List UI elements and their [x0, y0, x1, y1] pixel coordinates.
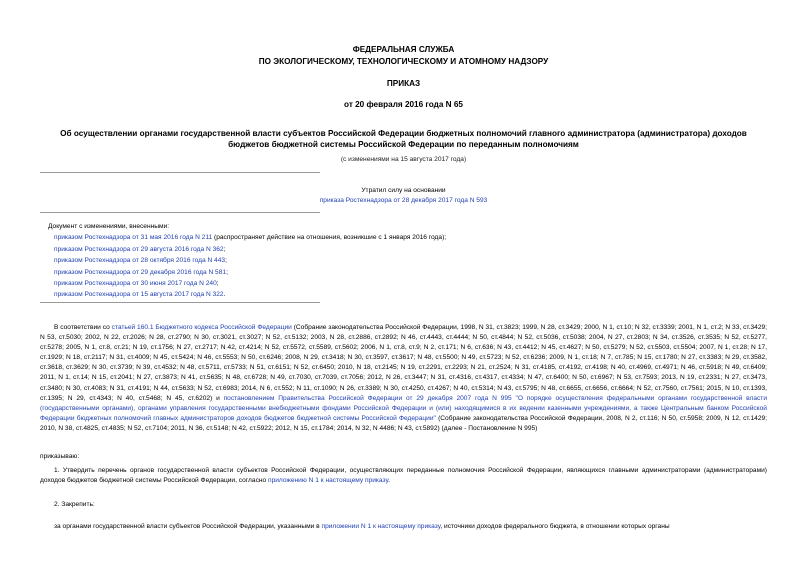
change-tail: ; [216, 280, 219, 288]
list-item [48, 278, 748, 289]
change-tail: ; [226, 268, 228, 276]
lapse-link[interactable]: приказа Ростехнадзора от 28 декабря 2017 года N 593 [319, 197, 488, 204]
paragraph-item-2-text: за органами государственной власти субъектов Российской Федерации, указанными в приложении N 1 к настоящему приказу, источники доходов федерального бюджета, в отношении которых органы [54, 523, 670, 530]
changes-note: (с изменениями на 15 августа 2017 года) [340, 156, 467, 163]
list-item [48, 289, 748, 300]
agency-name-line2: ПО ЭКОЛОГИЧЕСКОМУ, ТЕХНОЛОГИЧЕСКОМУ И АТОМНОМУ НАДЗОРУ [258, 56, 549, 66]
list-item [48, 267, 748, 278]
appendix-1-link-2[interactable]: приложении N 1 к настоящему приказу [321, 523, 441, 530]
change-link[interactable]: приказом Ростехнадзора от 15 августа 2017 года N 322 [54, 291, 224, 299]
change-tail: . [223, 291, 226, 299]
change-link[interactable]: приказом Ростехнадзора от 31 мая 2016 года N 211 [54, 234, 213, 242]
paragraph-item-2: 2. Закрепить: [54, 501, 95, 508]
change-link[interactable]: приказом Ростехнадзора от 30 июня 2017 года N 240 [54, 280, 217, 288]
paragraph-item-1: 1. Утвердить перечень органов государственной власти субъектов Российской Федерации, осуществляющих переданные полномочия Российской Федерации, являющихся главными администраторами (администраторами) доходов бюджетов бюджетной системы Российской Федерации, согласно приложению N 1 к настоящему приказу. [40, 467, 767, 485]
appendix-1-link[interactable]: приложению N 1 к настоящему приказу [268, 477, 389, 485]
list-item [48, 244, 748, 255]
change-tail: ; [223, 245, 226, 253]
divider-bottom [40, 302, 320, 303]
document-changes-list [48, 221, 748, 301]
document-changes-heading: Документ с изменениями, внесенными: [48, 223, 170, 230]
agency-name-line1: ФЕДЕРАЛЬНАЯ СЛУЖБА [352, 45, 455, 54]
list-item [48, 255, 748, 266]
order-word: приказываю: [40, 453, 80, 460]
change-tail: ; [225, 257, 227, 265]
change-link[interactable]: приказом Ростехнадзора от 28 октября 2016 года N 443 [54, 257, 226, 265]
divider-top [40, 172, 320, 173]
paragraph-basis: В соответствии со статьей 160.1 Бюджетного кодекса Российской Федерации (Собрание законодательства Российской Федерации, 1998, N 31, ст.3823; 1999, N 28, ст.3429; 2000, N 1, ст.10; N 32, ст.3339; 2001, N 1, ст.2; N 33, ст.3429; N 53, ст.5030; 2002, N 22, ст.2026; N 28, ст.2790; N 30, ст.3021, ст.3027; N 52, ст.5132; 2003, N 28, ст.2886, ст.2892; N 46, ст.4443, ст.4444; N 50, ст.4844; N 52, ст.5036, ст.5038; 2004, N 27, ст.2803; N 34, ст.3526, ст.3535; N 52, ст.5277, ст.5278; 2005, N 1, ст.8, ст.21; N 19, ст.1756; N 27, ст.2717; N 42, ст.4214; N 52, ст.5572, ст.5589, ст.5602; 2006, N 1, ст.8, ст.9; N 2, ст.171; N 6, ст.636; N 43, ст.4412; N 45, ст.4627; N 50, ст.5279; N 52, ст.5503, ст.5504; 2007, N 1, ст.28; N 17, ст.1929; N 18, ст.2117; N 31, ст.4009; N 45, ст.5424; N 46, ст.5553; N 50, ст.6246; 2008, N 29, ст.3418; N 30, ст.3597, ст.3617; N 48, ст.5500; N 49, ст.5723; N 52, ст.6236; 2009, N 1, ст.18; N 7, ст.785; N 15, ст.1780; N 27, ст.3383; N 29, ст.3582, ст.3618, ст.3629; N 30, ст.3739; N 39, ст.4532; N 48, ст.5711, ст.5733; N 51, ст.6151; N 52, ст.6450; 2010, N 18, ст.2145; N 19, ст.2291, ст.2293; N 21, ст.2524; N 31, ст.4185, ст.4192, ст.4198; N 40, ст.4969, ст.4971; N 46, ст.5918; N 49, ст.6409; 2011, N 1, ст.14; N 15, ст.2041; N 27, ст.3873; N 41, ст.5635; N 48, ст.6728; N 49, ст.7030, ст.7039, ст.7056; 2012, N 26, ст.3447; N 31, ст.4316, ст.4317, ст.4334; N 47, ст.6400; N 50, ст.6967; N 53, ст.7593; 2013, N 19, ст.2331; N 27, ст.3473, ст.3480; N 30, ст.4083; N 31, ст.4191; N 44, ст.5633; N 52, ст.6983; 2014, N 6, ст.552; N 11, ст.1090; N 26, ст.3389; N 30, ст.4250, ст.4267; N 40, ст.5314; N 43, ст.5795; N 48, ст.6655, ст.6656, ст.6664; N 52, ст.7560, ст.7561; 2015, N 10, ст.1393, ст.1395; N 29, ст.4343; N 40, ст.5468; N 45, ст.6202) и постановлением Правительства Российской Федерации от 29 декабря 2007 года N 995 "О порядке осуществления федеральными органами государственной власти (государственными органами), органами управления государственными внебюджетными фондами Российской Федерации и (или) находящимися в их ведении казенными учреждениями, а также Центральным банком Российской Федерации бюджетных полномочий главных администраторов доходов бюджетов бюджетной системы Российской Федерации" (Собрание законодательства Российской Федерации, 2008, N 2, ст.116; N 50, ст.5958; 2009, N 12, ст.1429; 2010, N 38, ст.4825, ст.4835; N 52, ст.7104; 2011, N 36, ст.5148; N 42, ст.5922; 2012, N 15, ст.1784; 2014, N 32, N 4486; N 43, ст.5892) (далее - Постановление N 995) [40, 324, 768, 432]
change-tail: (распространяет действие на отношения, возникшие с 1 января 2016 года); [212, 234, 447, 242]
change-link[interactable]: приказом Ростехнадзора от 29 августа 2016 года N 362 [54, 245, 224, 253]
document-title: Об осуществлении органами государственной власти субъектов Российской Федерации бюджетных полномочий главного администратора (администратора) доходов бюджетов бюджетной системы Российской Федерации по переданным полномочиям [60, 129, 747, 149]
lapse-text: Утратил силу на основании [361, 187, 446, 194]
change-link[interactable]: приказом Ростехнадзора от 29 декабря 2016 года N 581 [54, 268, 227, 276]
lapse-notice [150, 186, 657, 206]
list-item [48, 232, 748, 243]
document-type: ПРИКАЗ [386, 79, 421, 88]
divider-middle [40, 212, 320, 213]
resolution-995-link[interactable]: постановлением Правительства Российской Федерации от 29 декабря 2007 года N 995 "О порядке осуществления федеральными органами государственной власти (государственными органами), органами управления государственными внебюджетными фондами Российской Федерации и (или) находящимися в их ведении казенными учреждениями, а также Центральным банком Российской Федерации бюджетных полномочий главных администраторов доходов бюджетов бюджетной системы Российской Федерации" [40, 394, 768, 422]
budget-code-link[interactable]: статьей 160.1 Бюджетного кодекса Российской Федерации [111, 324, 292, 331]
document-date: от 20 февраля 2016 года N 65 [344, 100, 463, 109]
